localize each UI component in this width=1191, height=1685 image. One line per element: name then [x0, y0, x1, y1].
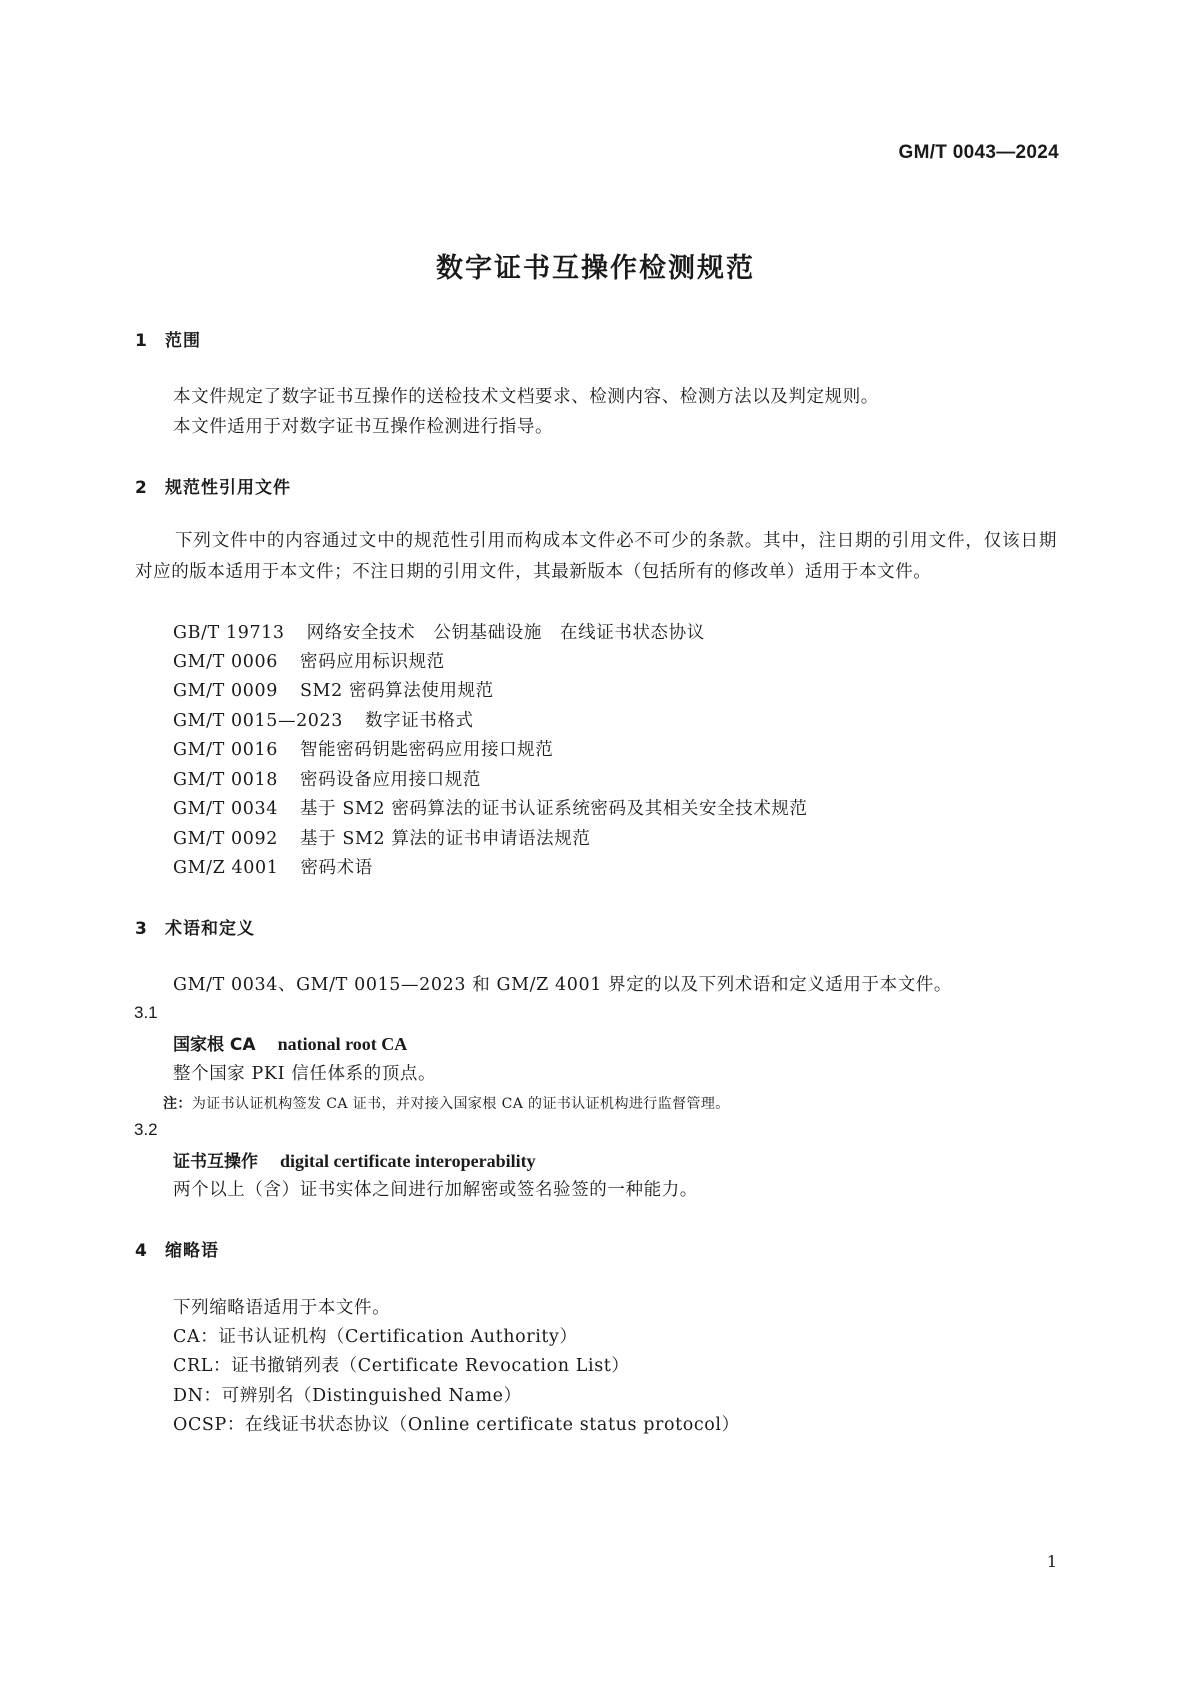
- term-en: national root CA: [277, 1034, 408, 1054]
- reference-code: GM/Z 4001: [173, 858, 279, 878]
- reference-code: GM/T 0018: [173, 770, 278, 790]
- section-1-heading: [135, 326, 201, 351]
- paragraph: 本文件适用于对数字证书互操作检测进行指导。: [173, 417, 554, 437]
- reference-name: 网络安全技术 公钥基础设施 在线证书状态协议: [306, 623, 705, 643]
- term-definition: 整个国家 PKI 信任体系的顶点。: [173, 1064, 437, 1084]
- term-heading: [173, 1147, 536, 1172]
- reference-item: [173, 795, 808, 820]
- section-title: 范围: [165, 331, 201, 351]
- reference-name: 密码设备应用接口规范: [299, 770, 481, 790]
- reference-item: [173, 736, 553, 761]
- reference-code: GM/T 0015—2023: [173, 711, 344, 731]
- reference-code: GM/T 0009: [173, 681, 278, 701]
- reference-code: GM/T 0034: [173, 799, 278, 819]
- section-number: 2: [135, 478, 148, 498]
- reference-name: 密码术语: [300, 858, 373, 878]
- reference-item: [173, 766, 481, 791]
- note-label: 注：: [163, 1096, 192, 1112]
- term-heading: [173, 1030, 407, 1055]
- term-number: 3.2: [134, 1120, 158, 1139]
- abbreviation-item: CRL：证书撤销列表（Certificate Revocation List）: [173, 1356, 630, 1376]
- reference-code: GM/T 0006: [173, 652, 278, 672]
- abbreviation-item: DN：可辨别名（Distinguished Name）: [173, 1386, 522, 1406]
- term-note: [163, 1093, 730, 1113]
- paragraph: GM/T 0034、GM/T 0015—2023 和 GM/Z 4001 界定的以及下列术语和定义适用于本文件。: [173, 975, 953, 995]
- paragraph: 本文件规定了数字证书互操作的送检技术文档要求、检测内容、检测方法以及判定规则。: [173, 387, 879, 407]
- section-title: 术语和定义: [165, 919, 255, 939]
- section-number: 1: [135, 331, 148, 351]
- note-text: 为证书认证机构签发 CA 证书，并对接入国家根 CA 的证书认证机构进行监督管理。: [191, 1096, 730, 1112]
- term-number: 3.1: [134, 1003, 158, 1022]
- reference-code: GM/T 0016: [173, 740, 278, 760]
- abbreviation-item: CA：证书认证机构（Certification Authority）: [173, 1327, 578, 1347]
- reference-item: [173, 648, 445, 673]
- term-en: digital certificate interoperability: [280, 1151, 536, 1171]
- paragraph: 下列缩略语适用于本文件。: [173, 1298, 391, 1318]
- reference-item: [173, 677, 494, 702]
- reference-item: [173, 825, 590, 850]
- reference-name: SM2 密码算法使用规范: [299, 681, 494, 701]
- abbreviation-item: OCSP：在线证书状态协议（Online certificate status protocol）: [173, 1415, 740, 1435]
- reference-name: 数字证书格式: [365, 711, 474, 731]
- term-zh: 证书互操作: [173, 1152, 258, 1172]
- reference-code: GM/T 0092: [173, 829, 278, 849]
- reference-item: [173, 619, 705, 644]
- reference-name: 密码应用标识规范: [299, 652, 445, 672]
- reference-item: [173, 707, 474, 732]
- reference-name: 基于 SM2 密码算法的证书认证系统密码及其相关安全技术规范: [299, 799, 808, 819]
- document-title: 数字证书互操作检测规范: [436, 253, 755, 284]
- section-title: 缩略语: [165, 1241, 219, 1261]
- section-4-heading: [135, 1236, 219, 1261]
- reference-name: 智能密码钥匙密码应用接口规范: [299, 740, 554, 760]
- standard-code: GM/T 0043—2024: [898, 142, 1059, 163]
- section-2-heading: [135, 473, 291, 498]
- reference-item: [173, 854, 373, 879]
- reference-name: 基于 SM2 算法的证书申请语法规范: [299, 829, 591, 849]
- section-number: 3: [135, 919, 148, 939]
- page-number: 1: [1046, 1552, 1057, 1571]
- paragraph: 下列文件中的内容通过文中的规范性引用而构成本文件必不可少的条款。其中，注日期的引用文件，仅该日期对应的版本适用于本文件；不注日期的引用文件，其最新版本（包括所有的修改单）适用于本文件。: [135, 531, 1057, 582]
- section-title: 规范性引用文件: [165, 478, 291, 498]
- term-zh: 国家根 CA: [173, 1035, 256, 1055]
- reference-code: GB/T 19713: [173, 623, 285, 643]
- term-definition: 两个以上（含）证书实体之间进行加解密或签名验签的一种能力。: [173, 1180, 698, 1200]
- section-3-heading: [135, 914, 255, 939]
- section-number: 4: [135, 1241, 148, 1261]
